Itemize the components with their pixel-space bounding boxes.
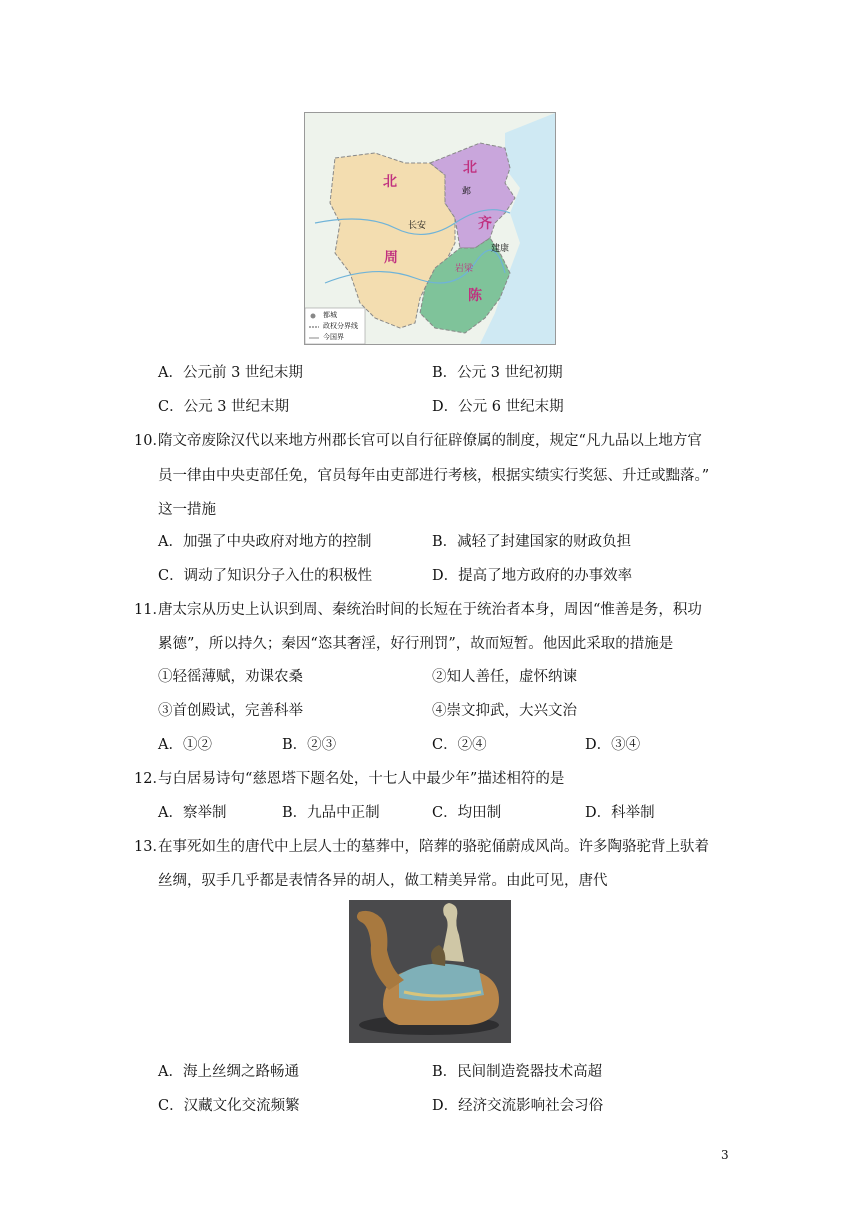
q12-option-d: D．科举制 [585, 805, 655, 821]
q13-option-b: B．民间制造瓷器技术高超 [432, 1064, 603, 1080]
q9-option-b: B．公元 3 世纪初期 [432, 365, 563, 381]
q13-line1: 在事死如生的唐代中上层人士的墓葬中，陪葬的骆驼俑蔚成风尚。许多陶骆驼背上驮着 [158, 839, 709, 855]
map-label-bei-2: 北 [463, 160, 477, 176]
q10-option-a: A．加强了中央政府对地方的控制 [158, 534, 372, 550]
q12-option-c: C．均田制 [432, 805, 502, 821]
q10-line3: 这一措施 [158, 502, 216, 518]
page-number: 3 [721, 1148, 729, 1162]
map-legend-border: 今国界 [323, 333, 344, 341]
map-legend-capital: 都城 [323, 311, 337, 319]
map-label-qi: 齐 [478, 216, 492, 232]
q12-line1: 与白居易诗句“慈恩塔下题名处，十七人中最少年”描述相符的是 [158, 771, 565, 787]
q11-option-b: B．②③ [282, 737, 337, 753]
q11-item-2: ②知人善任，虚怀纳谏 [432, 669, 577, 685]
q11-item-3: ③首创殿试，完善科举 [158, 703, 303, 719]
q11-line1: 唐太宗从历史上认识到周、秦统治时间的长短在于统治者本身，周因“惟善是务，积功 [158, 602, 702, 618]
map-label-jiankang: 建康 [491, 244, 510, 254]
map-label-chen: 陈 [468, 288, 482, 304]
camel-svg [349, 900, 511, 1043]
q13-option-c: C．汉藏文化交流频繁 [158, 1098, 300, 1114]
map-label-yanliang: 岩梁 [455, 264, 474, 274]
q11-option-d: D．③④ [585, 737, 641, 753]
q11-option-c: C．②④ [432, 737, 487, 753]
q9-option-d: D．公元 6 世纪末期 [432, 399, 564, 415]
camel-figurine-image [349, 900, 511, 1043]
q12-option-a: A．察举制 [158, 805, 227, 821]
q11-item-1: ①轻徭薄赋，劝课农桑 [158, 669, 303, 685]
q10-line2: 员一律由中央吏部任免，官员每年由吏部进行考核，根据实绩实行奖惩、升迁或黜落。” [158, 468, 710, 484]
q9-option-c: C．公元 3 世纪末期 [158, 399, 290, 415]
q13-option-a: A．海上丝绸之路畅通 [158, 1064, 299, 1080]
q10-option-b: B．减轻了封建国家的财政负担 [432, 534, 632, 550]
q10-number: 10． [134, 433, 167, 449]
q13-line2: 丝绸，驭手几乎都是表情各异的胡人，做工精美异常。由此可见，唐代 [158, 873, 608, 889]
map-figure [304, 112, 556, 345]
q12-option-b: B．九品中正制 [282, 805, 380, 821]
map-label-ye: 邺 [462, 187, 472, 197]
map-svg [305, 113, 555, 344]
map-label-zhou: 周 [384, 250, 398, 266]
map-label-changan: 长安 [408, 221, 427, 231]
q13-number: 13． [134, 839, 167, 855]
q11-line2: 累德”，所以持久；秦因“恣其奢淫，好行刑罚”，故而短暂。他因此采取的措施是 [158, 636, 674, 652]
map-legend-boundary: 政权分界线 [323, 322, 358, 330]
q11-number: 11． [134, 602, 167, 618]
q10-option-d: D．提高了地方政府的办事效率 [432, 568, 633, 584]
q13-option-d: D．经济交流影响社会习俗 [432, 1098, 604, 1114]
map-label-bei-1: 北 [383, 174, 397, 190]
q10-option-c: C．调动了知识分子入仕的积极性 [158, 568, 373, 584]
q10-line1: 隋文帝废除汉代以来地方州郡长官可以自行征辟僚属的制度，规定“凡九品以上地方官 [158, 433, 702, 449]
q9-option-a: A．公元前 3 世纪末期 [158, 365, 303, 381]
q11-item-4: ④崇文抑武，大兴文治 [432, 703, 577, 719]
q11-option-a: A．①② [158, 737, 212, 753]
q12-number: 12． [134, 771, 167, 787]
